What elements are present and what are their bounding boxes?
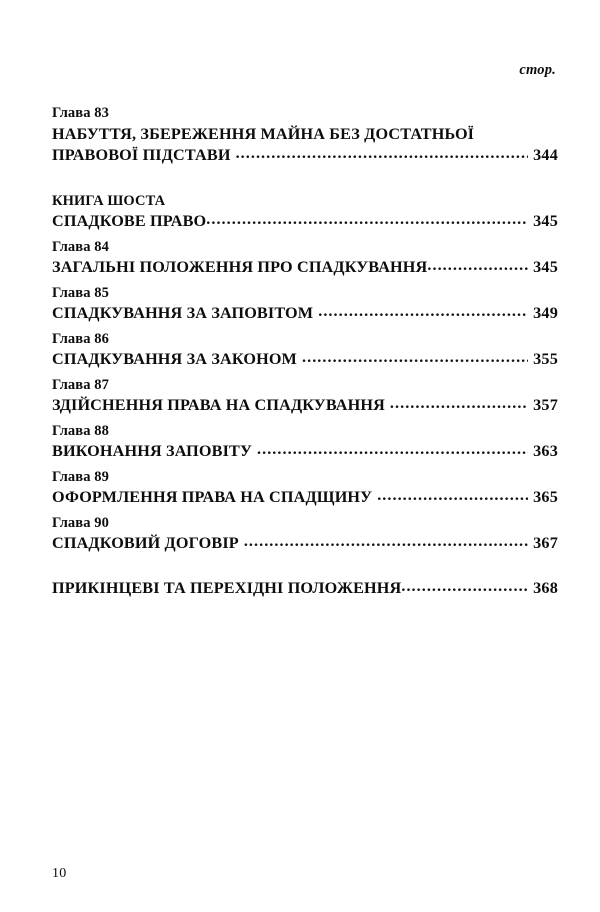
- toc-entry[interactable]: [52, 238, 558, 278]
- column-header-page: стор.: [519, 62, 556, 78]
- toc-entry-page-number[interactable]: 355: [533, 350, 558, 368]
- dot-leader: [257, 444, 528, 460]
- toc-entry-line: [52, 211, 558, 232]
- toc-entry-title: СПАДКУВАННЯ ЗА ЗАПОВІТОМ: [52, 304, 314, 322]
- toc-entry[interactable]: [52, 330, 558, 370]
- toc-chapter-label: Глава 89: [52, 469, 109, 485]
- toc-entry[interactable]: [52, 514, 558, 554]
- toc-entry-line: [52, 578, 558, 599]
- toc-entry-title: СПАДКОВИЙ ДОГОВІР: [52, 534, 239, 552]
- dot-leader: [377, 490, 528, 506]
- toc-entry[interactable]: [52, 284, 558, 324]
- toc-entry-page-number[interactable]: 349: [533, 304, 558, 322]
- toc-entry-page-number[interactable]: 345: [533, 258, 558, 276]
- toc-entry[interactable]: [52, 376, 558, 416]
- toc-entry[interactable]: [52, 192, 558, 232]
- toc-book-label: КНИГА ШОСТА: [52, 193, 166, 209]
- toc-entry-title-line-2: ПРАВОВОЇ ПІДСТАВИ: [52, 146, 231, 164]
- toc-chapter-label: Глава 88: [52, 423, 109, 439]
- toc-entry-title: СПАДКОВЕ ПРАВО: [52, 212, 207, 230]
- dot-leader: [206, 214, 528, 230]
- table-of-contents: [52, 62, 558, 599]
- dot-leader: [244, 536, 528, 552]
- toc-entry-title: СПАДКУВАННЯ ЗА ЗАКОНОМ: [52, 350, 297, 368]
- toc-entry-page-number[interactable]: 357: [533, 396, 558, 414]
- toc-entry-title: ПРИКІНЦЕВІ ТА ПЕРЕХІДНІ ПОЛОЖЕННЯ: [52, 579, 402, 597]
- toc-chapter-label: Глава 90: [52, 515, 109, 531]
- toc-chapter-label: Глава 86: [52, 331, 109, 347]
- toc-entry-line: [52, 303, 558, 324]
- toc-entry-page-number[interactable]: 345: [533, 212, 558, 230]
- toc-chapter-label: Глава 84: [52, 239, 109, 255]
- toc-entry-page-number[interactable]: 368: [533, 579, 558, 597]
- toc-entry-page-number[interactable]: 344: [533, 146, 558, 164]
- dot-leader: [427, 260, 528, 276]
- toc-entry-line: [52, 533, 558, 554]
- dot-leader: [236, 148, 528, 164]
- toc-chapter-label: Глава 83: [52, 105, 109, 121]
- toc-entry-line: [52, 257, 558, 278]
- toc-chapter-label: Глава 85: [52, 285, 109, 301]
- toc-entry-title: ОФОРМЛЕННЯ ПРАВА НА СПАДЩИНУ: [52, 488, 373, 506]
- dot-leader: [401, 581, 528, 597]
- toc-entry-line: [52, 145, 558, 166]
- toc-entry-title: ЗАГАЛЬНІ ПОЛОЖЕННЯ ПРО СПАДКУВАННЯ: [52, 258, 428, 276]
- toc-entry-page-number[interactable]: 367: [533, 534, 558, 552]
- dot-leader: [318, 306, 528, 322]
- toc-entry-page-number[interactable]: 363: [533, 442, 558, 460]
- toc-entry-page-number[interactable]: 365: [533, 488, 558, 506]
- toc-entry-line: [52, 349, 558, 370]
- dot-leader: [302, 352, 528, 368]
- toc-entry-title: ВИКОНАННЯ ЗАПОВІТУ: [52, 442, 253, 460]
- toc-entry-title: ЗДІЙСНЕННЯ ПРАВА НА СПАДКУВАННЯ: [52, 396, 385, 414]
- toc-entry[interactable]: [52, 104, 558, 166]
- dot-leader: [390, 398, 528, 414]
- toc-entry-final[interactable]: [52, 578, 558, 599]
- toc-entry-title-line-1: НАБУТТЯ, ЗБЕРЕЖЕННЯ МАЙНА БЕЗ ДОСТАТНЬОЇ: [52, 125, 475, 143]
- page-folio-number: 10: [52, 866, 67, 881]
- toc-entry[interactable]: [52, 422, 558, 462]
- toc-entry[interactable]: [52, 468, 558, 508]
- toc-entry-line: [52, 487, 558, 508]
- toc-chapter-label: Глава 87: [52, 377, 109, 393]
- toc-entry-line: [52, 441, 558, 462]
- toc-entry-line: [52, 395, 558, 416]
